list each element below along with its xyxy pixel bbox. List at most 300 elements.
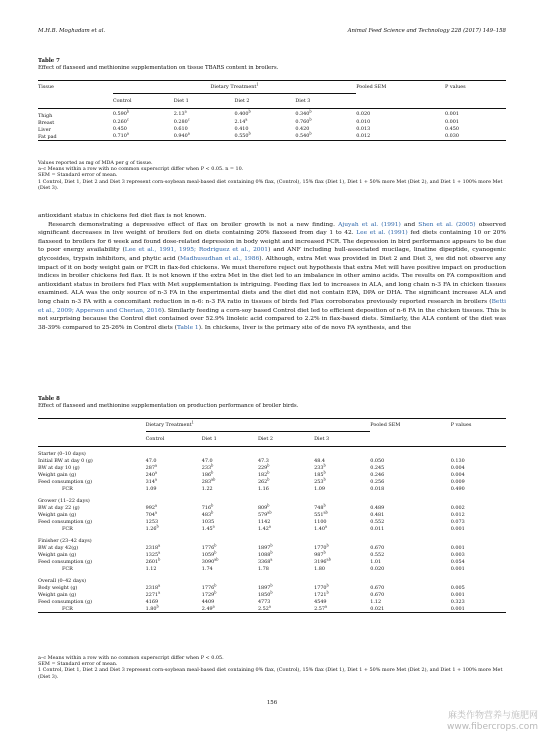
- table8-cell-value: 3368: [257, 558, 271, 565]
- table8-cell-value: 186: [201, 471, 212, 478]
- table8-cell-value: 2601: [145, 558, 159, 565]
- table8-empty: [370, 432, 450, 447]
- table8-cell: [258, 511, 314, 518]
- table8-cell: [258, 518, 314, 525]
- table8-cell: [202, 478, 258, 485]
- table8-sem: 0.670: [370, 584, 385, 591]
- table7-p: 0.001: [444, 119, 459, 125]
- table7-notes: [38, 160, 506, 191]
- table8-sem: 1.01: [370, 558, 382, 565]
- table8-row: [38, 525, 506, 532]
- body-text: [38, 212, 506, 332]
- table7-subcol: Diet 3: [295, 93, 356, 108]
- table7-cell: [295, 119, 356, 126]
- table8-cell: [202, 591, 258, 598]
- table7-cell-superscript: a: [126, 131, 129, 136]
- table7-note: 1 Control, Diet 1, Diet 2 and Diet 3 represent corn-soybean meal-based diet containing 0% flax, (Control), 15% flax (Diet 1), Diet 1 + 50% more Met (Diet 2), and Diet 1 + 100% more Met (Diet 3).: [38, 178, 503, 191]
- table7-cell-superscript: b: [309, 131, 312, 136]
- table8-cell-value: 1897: [257, 584, 271, 591]
- table8-cell: [202, 485, 258, 492]
- page-number: 156: [266, 700, 278, 706]
- table8-cell-superscript: a: [154, 509, 158, 514]
- table7-row: [38, 126, 506, 133]
- table8-col-sem: Pooled SEM: [370, 422, 401, 429]
- table8-cell-superscript: ab: [267, 509, 272, 514]
- table8-sem: 0.246: [370, 471, 385, 478]
- table8-cell-superscript: a: [158, 582, 161, 587]
- table8-cell: [258, 598, 314, 605]
- table7-p: 0.030: [444, 133, 459, 139]
- table8-cell: [202, 565, 258, 572]
- table7-sem: 0.020: [356, 110, 371, 117]
- table8-cell-value: 1850: [257, 591, 271, 598]
- table8-cell-value: 1088: [257, 551, 271, 558]
- table7-cell: [235, 119, 296, 126]
- table8-row-name: Feed consumption (g): [38, 559, 92, 565]
- table8-p: 0.003: [450, 551, 465, 558]
- table7-subcol: Diet 1: [174, 93, 235, 108]
- citation-link[interactable]: Ajuyah et al. (1991): [338, 221, 401, 228]
- table7-empty: [38, 93, 113, 108]
- table8-cell: [314, 478, 370, 485]
- table8-note: 1 Control, Diet 1, Diet 2 and Diet 3 represent corn-soybean meal-based diet containing 0% flax, (Control), 15% flax (Diet 1), Diet 1 + 50% more Met (Diet 2), and Diet 1 + 100% more Met (Diet 3).: [38, 667, 503, 680]
- paragraph-text: ). In chickens, liver is the primary site of de novo FA synthesis, and the: [198, 324, 411, 331]
- table8-sem: 1.12: [370, 598, 382, 605]
- table8-cell-superscript: b: [214, 542, 217, 547]
- table8-cell: [202, 584, 258, 591]
- table8-cell-value: 283: [201, 478, 212, 485]
- table8-cell-superscript: b: [267, 502, 270, 507]
- table8-cell-value: 314: [145, 478, 155, 485]
- table8-cell-superscript: b: [211, 469, 214, 474]
- table7-cell-superscript: c: [126, 117, 129, 122]
- table8-cell-superscript: b: [270, 589, 273, 594]
- table8-cell-superscript: b: [211, 502, 214, 507]
- table8-cell-value: 4409: [201, 598, 215, 605]
- table8-cell-value: 2318: [145, 544, 159, 551]
- table8-cell: [202, 551, 258, 558]
- table7-cell: [295, 133, 356, 141]
- table8-row: [38, 478, 506, 485]
- table8-empty: [451, 432, 506, 447]
- table8-cell-superscript: b: [156, 603, 159, 608]
- table8-cell: [258, 544, 314, 551]
- table8-row-name: FCR: [62, 566, 73, 572]
- paragraph-text: fed diets containing 10 or 20% flaxseed to broilers for 6 week and found dose-related depression in body weight and increased FCR. The depression in bird performance appears to be due to poor energy availability (: [38, 230, 507, 254]
- table8-cell-superscript: b: [158, 556, 161, 561]
- table7-cell-superscript: a: [184, 108, 187, 113]
- table8-cell: [258, 565, 314, 572]
- table8-cell-value: 1.80: [314, 565, 325, 572]
- table8-row: [38, 565, 506, 572]
- table8-cell-superscript: b: [323, 476, 326, 481]
- table8-cell-value: 1.12: [145, 565, 157, 572]
- table8-row-name: BW at day 22 (g): [38, 505, 80, 511]
- table8-notes: [38, 655, 506, 680]
- table8-cell-value: 1.74: [201, 565, 213, 572]
- table8-cell-value: 4169: [145, 598, 159, 605]
- table8-cell-value: 287: [145, 464, 155, 471]
- table8-cell: [258, 558, 314, 565]
- table8-cell: [202, 558, 258, 565]
- table8-cell-value: 1.78: [257, 565, 269, 572]
- table8-cell-superscript: a: [270, 556, 273, 561]
- table7-cell-value: 0.940: [173, 133, 188, 139]
- table7-col-dietary: [113, 81, 356, 94]
- table8-cell: [146, 551, 202, 558]
- watermark-line2: www.fibercrops.com: [447, 722, 538, 732]
- table8-subcol: Control: [146, 432, 202, 447]
- table8-p: 0.490: [450, 485, 465, 492]
- table8-cell: [146, 605, 202, 613]
- table7-cell-value: 0.340: [295, 110, 310, 117]
- citation-link[interactable]: Shen et al. (2005): [418, 221, 476, 228]
- table8-p: 0.001: [450, 565, 465, 572]
- table8-label: Table 8: [38, 396, 60, 402]
- table8-row-name: FCR: [62, 526, 73, 532]
- table8-row: [38, 464, 506, 471]
- table8-cell-value: 2271: [145, 591, 159, 598]
- table8-cell-superscript: b: [211, 509, 214, 514]
- table8-cell: [314, 584, 370, 591]
- table8-cell: [258, 478, 314, 485]
- table8-cell-value: 229: [257, 464, 268, 471]
- table8-cell: [202, 511, 258, 518]
- table7-cell-value: 0.450: [112, 126, 127, 132]
- table8-sem: 0.670: [370, 544, 385, 551]
- table8-row-name: BW at day 42(g): [38, 545, 79, 551]
- table8-cell-superscript: b: [323, 462, 326, 467]
- table8-row: [38, 591, 506, 598]
- table8-row-name: FCR: [62, 606, 73, 612]
- table8-row-name: Feed consumption (g): [38, 479, 92, 485]
- table8-cell-superscript: ab: [214, 556, 219, 561]
- table8-cell: [258, 591, 314, 598]
- table7-cell-value: 0.280: [173, 119, 188, 125]
- table7-cell-superscript: b: [248, 108, 251, 113]
- table8-subcol: Diet 1: [202, 432, 258, 447]
- table8-cell-superscript: a: [324, 523, 328, 528]
- table8-cell-value: 1100: [314, 518, 327, 525]
- table8-cell: [314, 511, 370, 518]
- table8-row-name: Weight gain (g): [38, 512, 77, 518]
- table8-cell-value: 4549: [314, 598, 327, 605]
- table7-row: [38, 119, 506, 126]
- table8-row-name: Weight gain (g): [38, 552, 77, 558]
- table8-cell-value: 1059: [201, 551, 215, 558]
- table8-p: 0.001: [450, 591, 465, 598]
- table8-p: 0.130: [450, 457, 465, 464]
- table8-p: 0.073: [450, 518, 465, 525]
- header-journal: Animal Feed Science and Technology 228 (2017) 149–158: [347, 28, 506, 34]
- table8-sem: 0.020: [370, 565, 385, 572]
- table8-p: 0.005: [450, 584, 465, 591]
- table8-cell-value: 1253: [145, 518, 159, 525]
- table8-cell-superscript: b: [214, 589, 217, 594]
- table8-row-name: Feed consumption (g): [38, 599, 92, 605]
- table8-cell-superscript: b: [323, 549, 326, 554]
- table8-row: [38, 605, 506, 613]
- table8-cell-value: 483: [201, 511, 212, 518]
- table8-cell-value: 47.0: [145, 457, 157, 464]
- table8-cell-value: 1.16: [257, 485, 269, 492]
- table8-cell: [146, 598, 202, 605]
- paragraph-text: and: [400, 221, 419, 228]
- table8-cell-superscript: a: [154, 469, 158, 474]
- table8-sem: 0.552: [370, 551, 385, 558]
- table7-row-name: Breast: [38, 119, 55, 126]
- table7-note: SEM = Standard error of mean.: [38, 172, 118, 179]
- table8-cell-superscript: a: [158, 589, 161, 594]
- table8-row: [38, 485, 506, 492]
- table8-row-name: BW at day 10 (g): [38, 465, 80, 471]
- table8-cell: [314, 598, 370, 605]
- table8-col-dietary: [146, 419, 371, 432]
- table8-cell-value: 2.57: [314, 605, 325, 612]
- table8-cell-superscript: ab: [326, 556, 331, 561]
- table8-note: SEM = Standard error of mean.: [38, 661, 118, 668]
- table8-cell: [314, 605, 370, 613]
- citation-link[interactable]: Betti et al., 2009; Apperson and Cherian, 2016: [38, 298, 506, 314]
- table7-cell-superscript: b: [309, 117, 312, 122]
- table7-cell-value: 0.590: [112, 110, 127, 117]
- table8-cell-value: 1897: [257, 544, 271, 551]
- table8-cell-superscript: b: [214, 582, 217, 587]
- table8-subcol: Diet 2: [258, 432, 314, 447]
- table7-cell-superscript: c: [187, 117, 190, 122]
- table8-caption-block: [38, 396, 298, 410]
- table8-cell-value: 1770: [314, 584, 327, 591]
- table8-sem: 0.018: [370, 485, 385, 492]
- table8-cell: [146, 565, 202, 572]
- table8-row-name: Body weight (g): [38, 585, 78, 591]
- table7-col-sem: Pooled SEM: [356, 84, 387, 90]
- table8-cell-value: 240: [145, 471, 155, 478]
- table8-cell-value: 1.09: [145, 485, 157, 492]
- table8-cell: [314, 565, 370, 572]
- table8-group-title: Overall (0–42 days): [38, 578, 87, 584]
- paragraph-1: antioxidant status in chickens fed diet flax is not known.: [38, 213, 207, 219]
- table8-cell-value: 262: [257, 478, 268, 485]
- citation-link[interactable]: Madhusudhan et al., 1986: [180, 255, 260, 262]
- table7-row-name: Fat pad: [38, 133, 57, 140]
- table8-cell: [314, 525, 370, 532]
- table8-cell-value: 1.22: [201, 485, 213, 492]
- table8-cell-value: 748: [314, 504, 324, 511]
- paragraph-text: ). Similarly feeding a corn-soy based Control diet led to efficient deposition of n-6 FA in the chicken tissues. This is not surprising because the Control diet contained over 52.9% linoleic acid compared to 2.2% in flax-based diets. Similarly, the ALA content of the diet was 38-39% compared to 25-26% in Control diets (: [38, 307, 507, 331]
- table8-cell-value: 1142: [257, 518, 271, 525]
- table8-row: [38, 598, 506, 605]
- table8-cell-value: 3090: [201, 558, 215, 565]
- table7-col-tissue: Tissue: [38, 84, 54, 90]
- table8-cell: [202, 518, 258, 525]
- table7-empty: [356, 93, 445, 108]
- citation-link[interactable]: Lee et al. (1991): [356, 230, 408, 237]
- table8-cell-value: 1.42: [257, 525, 269, 532]
- table8-p: 0.001: [450, 525, 465, 532]
- table8-cell-value: 1.45: [201, 525, 213, 532]
- table7-cell-value: 0.410: [234, 126, 249, 132]
- table8-sem: 0.670: [370, 591, 385, 598]
- table8-cell-value: 1.80: [145, 605, 157, 612]
- table7-col-dietary-sup: 1: [256, 82, 259, 87]
- table8-cell-value: 233: [314, 464, 324, 471]
- table8-cell: [314, 485, 370, 492]
- table8-cell: [258, 605, 314, 613]
- table7-p: 0.001: [444, 110, 459, 117]
- table8-row: [38, 558, 506, 565]
- table7-col-dietary-label: Dietary Treatment: [210, 83, 257, 90]
- table8-cell: [146, 518, 202, 525]
- table7-cell-superscript: b: [309, 108, 312, 113]
- running-header: [38, 28, 506, 38]
- table7-sem: 0.012: [356, 133, 371, 139]
- table8-cell: [258, 584, 314, 591]
- table8-col-dietary-label: Dietary Treatment: [145, 422, 192, 428]
- table7-row: [38, 133, 506, 141]
- table8-cell: [146, 478, 202, 485]
- table8-cell: [146, 485, 202, 492]
- table8-cell-value: 182: [257, 471, 268, 478]
- table7-cell: [235, 133, 296, 141]
- table8-cell: [146, 558, 202, 565]
- table8-sem: 0.481: [370, 511, 385, 518]
- table8-cell-superscript: b: [323, 502, 326, 507]
- table8-cell-superscript: ab: [211, 476, 216, 481]
- table8-cell-value: 2.52: [257, 605, 269, 612]
- table8-cell: [146, 584, 202, 591]
- table8-p: 0.004: [450, 471, 465, 478]
- table8-cell-value: 716: [201, 504, 212, 511]
- table8-cell-value: 1721: [314, 591, 327, 598]
- table8-cell-superscript: a: [154, 462, 158, 467]
- table8-cell-value: 1325: [145, 551, 159, 558]
- table7-note: Values reported as mg of MDA per g of tissue.: [38, 160, 153, 166]
- table7-cell-value: 0.710: [112, 133, 127, 139]
- table8-group-title: Finisher (23–42 days): [38, 538, 92, 544]
- table8-col-p: P values: [450, 422, 472, 429]
- table8-cell-value: 551: [314, 511, 324, 518]
- table7-col-p: P values: [444, 84, 466, 90]
- table8-cell-value: 185: [314, 471, 324, 478]
- table8-col-dietary-sup: 1: [191, 420, 194, 425]
- table7-row: [38, 108, 506, 119]
- paragraph-text: observed significant decreases in live weight of broilers fed on diets containing 20% flaxseed from day 1 to 42.: [38, 221, 507, 237]
- table8-cell-superscript: b: [211, 462, 214, 467]
- table7-cell-value: 2.14: [234, 119, 246, 125]
- table8-cell-value: 47.3: [257, 457, 269, 464]
- table8-cell-value: 579: [257, 511, 268, 518]
- table8-cell-superscript: b: [267, 476, 270, 481]
- table8-row: [38, 504, 506, 511]
- table8-sem: 0.050: [370, 457, 385, 464]
- table7-cell-value: 0.400: [234, 110, 249, 117]
- table8-cell-value: 1.40: [314, 525, 325, 532]
- table8-cell: [202, 605, 258, 613]
- paragraph-2: [38, 221, 506, 333]
- table8-cell-superscript: b: [214, 549, 217, 554]
- table8-cell-superscript: a: [268, 603, 271, 608]
- table8-cell-value: 2318: [145, 584, 159, 591]
- table8-cell: [146, 591, 202, 598]
- watermark-line1: 麻类作物营养与施肥网: [447, 711, 538, 721]
- table8-cell-value: 1.09: [314, 485, 325, 492]
- table8-group-title: Starter (0–10 days): [38, 451, 86, 457]
- table7-row-name: Thigh: [38, 112, 53, 119]
- table8-cell: [314, 591, 370, 598]
- paragraph-text: Research demonstrating a depressive effect of flax on broiler growth is not a new finding.: [48, 221, 339, 228]
- table7-cell-value: 0.260: [112, 119, 127, 125]
- table7-empty: [445, 93, 506, 108]
- table7-cell-value: 2.13: [173, 110, 185, 117]
- table8-caption: Effect of flaxseed and methionine supplementation on production performance of broiler birds.: [38, 403, 299, 409]
- table8-sem: 0.489: [370, 504, 385, 511]
- table8-cell-superscript: b: [326, 589, 329, 594]
- table7-note: a–c Means within a row with no common superscript differ when P < 0.05. n = 10.: [38, 166, 244, 173]
- table7-cell-superscript: b: [126, 108, 130, 113]
- table8-cell-value: 1770: [314, 544, 327, 551]
- citation-link[interactable]: Table 1: [176, 324, 199, 331]
- table7-sem: 0.010: [356, 119, 371, 125]
- table8-cell-value: 47.0: [201, 457, 213, 464]
- table8-group-title: Grower (11–22 days): [38, 498, 90, 504]
- table8-sem: 0.256: [370, 478, 385, 485]
- table8-cell-superscript: a: [158, 549, 161, 554]
- table7: [38, 80, 506, 141]
- table8-cell: [146, 544, 202, 551]
- table8-cell-value: 1.26: [145, 525, 157, 532]
- table8-cell-superscript: b: [267, 469, 270, 474]
- table8-cell: [314, 551, 370, 558]
- table8-cell: [146, 525, 202, 532]
- table8-sem: 0.021: [370, 605, 385, 612]
- table8-cell-superscript: a: [158, 542, 161, 547]
- table8-cell-superscript: b: [270, 542, 273, 547]
- table8-p: 0.001: [450, 605, 465, 612]
- table8-note: a–c Means within a row with no common superscript differ when P < 0.05.: [38, 655, 224, 661]
- table7-subcol: Diet 2: [235, 93, 296, 108]
- table8-row-name: Weight gain (g): [38, 592, 77, 598]
- table8-sem: 0.552: [370, 518, 385, 525]
- table7-cell-superscript: a: [187, 131, 190, 136]
- table8-cell-superscript: b: [323, 469, 326, 474]
- table7-p: 0.450: [444, 126, 459, 132]
- table7-label: Table 7: [38, 58, 60, 64]
- table8-p: 0.002: [450, 504, 465, 511]
- table8-cell: [146, 511, 202, 518]
- table8-cell-value: 48.4: [314, 457, 325, 464]
- table7-row-name: Liver: [38, 126, 51, 133]
- table8-cell-superscript: b: [326, 582, 329, 587]
- table8-cell-superscript: b: [270, 549, 273, 554]
- table8-cell-superscript: b: [267, 462, 270, 467]
- table8-row: [38, 457, 506, 464]
- table7-caption-block: [38, 58, 278, 72]
- table8-cell-superscript: b: [270, 582, 273, 587]
- table8-row-name: Initial BW at day 0 (g): [38, 458, 93, 464]
- table8-cell-value: 992: [145, 504, 155, 511]
- header-authors: M.H.B. Moghadam et al.: [38, 28, 106, 34]
- table7-cell-value: 0.610: [173, 126, 188, 132]
- citation-link[interactable]: Lee et al., 1991, 1995; Rodriguez et al., 2001: [124, 247, 269, 254]
- table8-cell-superscript: a: [154, 476, 158, 481]
- table8-cell-value: 987: [314, 551, 324, 558]
- table8-row-name: FCR: [62, 486, 73, 492]
- table8-cell-value: 809: [257, 504, 268, 511]
- table8-cell-value: 2.49: [201, 605, 213, 612]
- table8-row-name: Feed consumption (g): [38, 519, 92, 525]
- table7-cell: [113, 133, 174, 141]
